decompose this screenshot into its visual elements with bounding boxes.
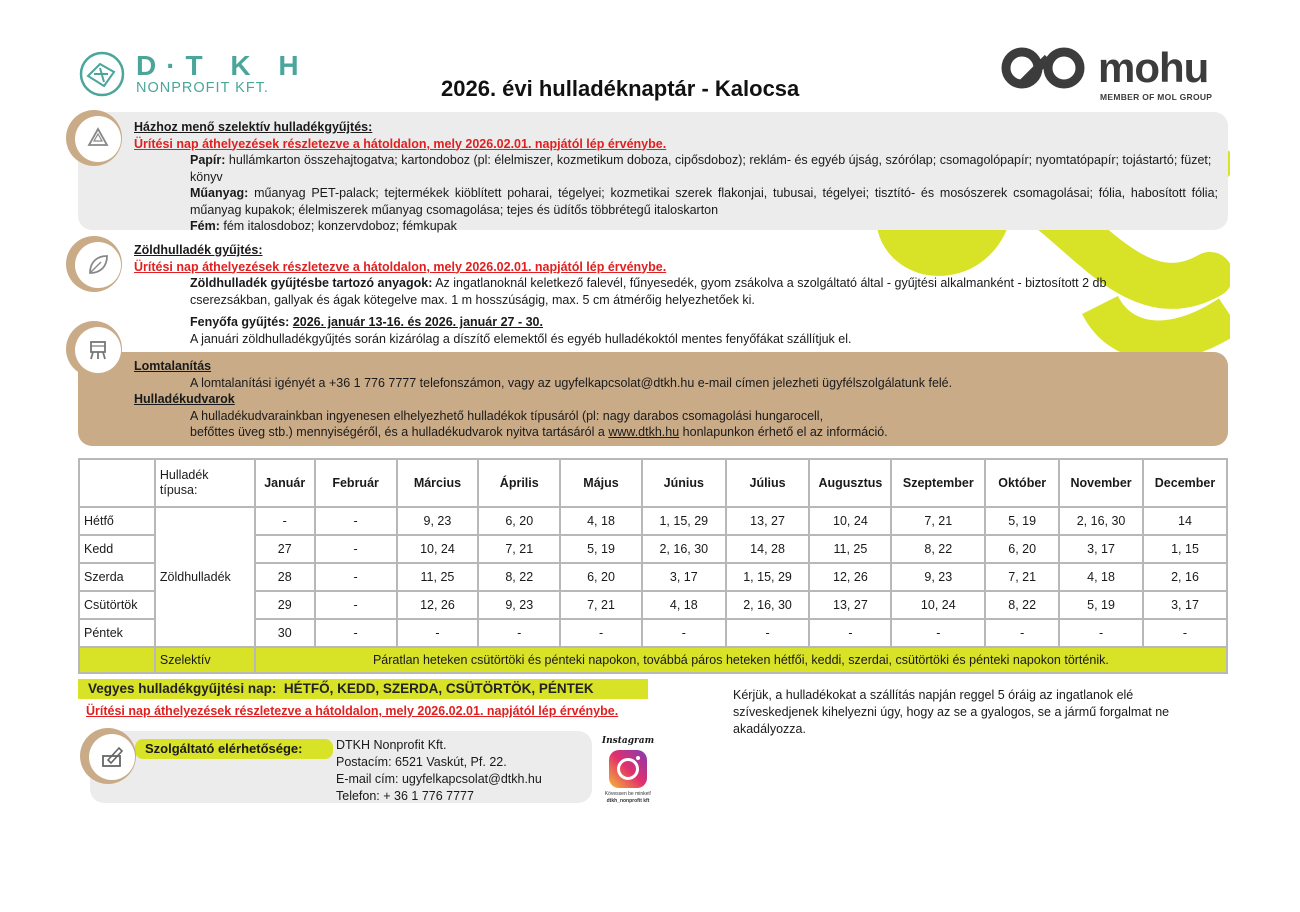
- date-cell: 9, 23: [891, 563, 985, 591]
- type-header-line-2: típusa:: [159, 483, 198, 497]
- month-header: Április: [478, 459, 560, 507]
- yards-text-3: honlapunkon érhető el az információ.: [679, 425, 888, 439]
- date-cell: 6, 20: [478, 507, 560, 535]
- date-cell: 29: [255, 591, 315, 619]
- month-header: Július: [726, 459, 810, 507]
- month-header: Augusztus: [809, 459, 891, 507]
- yards-description-1: A hulladékudvarainkban ingyenesen elhelyezhető hulladékok típusáról (pl: nagy darabos csomagolási hungarocell,: [190, 408, 824, 423]
- calendar-body: [79, 507, 1227, 647]
- recycle-badge: [66, 110, 122, 166]
- metal-text: fém italosdoboz; konzervdoboz; fémkupak: [223, 219, 457, 233]
- contact-badge: [80, 728, 136, 784]
- month-header: Szeptember: [891, 459, 985, 507]
- metal-line: [134, 218, 1218, 235]
- leaf-badge: [66, 236, 122, 292]
- date-cell: 5, 19: [1059, 591, 1143, 619]
- contact-email[interactable]: E-mail cím: ugyfelkapcsolat@dtkh.hu: [336, 772, 542, 786]
- table-row: [79, 507, 1227, 535]
- mixed-waste-banner: [78, 679, 648, 699]
- dtkh-emblem-icon: [78, 50, 126, 98]
- collection-calendar-table: [78, 458, 1228, 674]
- table-header-row: [79, 459, 1227, 507]
- selective-notice: Ürítési nap áthelyezések részletezve a hátoldalon, mely 2026.02.01. napjától lép érvénybe.: [134, 136, 667, 151]
- tree-badge: [66, 321, 122, 377]
- date-cell: 27: [255, 535, 315, 563]
- date-cell: 12, 26: [397, 591, 479, 619]
- bulky-text: [134, 358, 1218, 441]
- dtkh-logo-text: D·T K H: [136, 50, 309, 81]
- green-text: [134, 242, 1218, 308]
- date-cell: -: [726, 619, 810, 647]
- date-cell: -: [891, 619, 985, 647]
- mixed-waste-notice: Ürítési nap áthelyezések részletezve a hátoldalon, mely 2026.02.01. napjától lép érvénybe.: [86, 704, 619, 718]
- paper-line: [134, 152, 1218, 185]
- tree-dates: 2026. január 13-16. és 2026. január 27 - 30.: [292, 315, 543, 329]
- selective-row-text: Páratlan heteken csütörtöki és pénteki napokon, továbbá páros heteken hétfői, keddi, szerdai, csütörtöki és pénteki napokon történik.: [255, 647, 1227, 673]
- date-cell: 7, 21: [560, 591, 642, 619]
- mohu-mark-icon: [1000, 44, 1090, 94]
- instagram-badge[interactable]: [599, 736, 657, 808]
- day-cell: Csütörtök: [79, 591, 155, 619]
- tree-line: [190, 314, 1220, 331]
- date-cell: 7, 21: [891, 507, 985, 535]
- date-cell: -: [315, 563, 397, 591]
- date-cell: 2, 16, 30: [1059, 507, 1143, 535]
- mixed-waste-label: Vegyes hulladékgyűjtési nap:: [88, 681, 277, 696]
- paper-text: hullámkarton összehajtogatva; kartondoboz (pl: élelmiszer, kozmetikum doboza, cipősdoboz); reklám- és egyéb újság, szórólap; csomagolópapír; nyomtatópapír; tojástartó; füzet; könyv: [190, 153, 1212, 184]
- recycle-icon: [85, 126, 111, 152]
- date-cell: 11, 25: [397, 563, 479, 591]
- date-cell: 28: [255, 563, 315, 591]
- date-cell: -: [642, 619, 726, 647]
- date-cell: 2, 16: [1143, 563, 1227, 591]
- date-cell: 1, 15, 29: [726, 563, 810, 591]
- date-cell: -: [809, 619, 891, 647]
- yards-heading: Hulladékudvarok: [134, 392, 235, 406]
- date-cell: 2, 16, 30: [726, 591, 810, 619]
- green-materials-label: Zöldhulladék gyűjtésbe tartozó anyagok:: [190, 276, 433, 290]
- plastic-line: [134, 185, 1218, 218]
- date-cell: -: [1143, 619, 1227, 647]
- date-cell: 11, 25: [809, 535, 891, 563]
- date-cell: 14, 28: [726, 535, 810, 563]
- bulky-heading: Lomtalanítás: [134, 359, 212, 373]
- page-title: 2026. évi hulladéknaptár - Kalocsa: [441, 76, 800, 101]
- contact-postal: Postacím: 6521 Vaskút, Pf. 22.: [336, 755, 507, 769]
- date-cell: -: [255, 507, 315, 535]
- date-cell: 5, 19: [560, 535, 642, 563]
- green-heading: Zöldhulladék gyűjtés:: [134, 243, 263, 257]
- instagram-handle: dtkh_nonprofit kft: [606, 798, 650, 804]
- date-cell: -: [315, 535, 397, 563]
- date-cell: 7, 21: [478, 535, 560, 563]
- date-cell: 14: [1143, 507, 1227, 535]
- day-cell: Kedd: [79, 535, 155, 563]
- selective-row-label: Szelektív: [155, 647, 255, 673]
- date-cell: -: [478, 619, 560, 647]
- date-cell: 3, 17: [1059, 535, 1143, 563]
- date-cell: 5, 19: [985, 507, 1059, 535]
- write-icon: [99, 744, 125, 770]
- month-header: Október: [985, 459, 1059, 507]
- tree-label: Fenyőfa gyűjtés:: [190, 315, 290, 329]
- date-cell: 1, 15: [1143, 535, 1227, 563]
- type-header: [155, 459, 255, 507]
- date-cell: 9, 23: [478, 591, 560, 619]
- date-cell: 2, 16, 30: [642, 535, 726, 563]
- date-cell: 4, 18: [642, 591, 726, 619]
- green-materials-line: [134, 275, 1218, 308]
- dtkh-logo-subtext: NONPROFIT KFT.: [136, 80, 269, 96]
- day-cell: Szerda: [79, 563, 155, 591]
- date-cell: 10, 24: [809, 507, 891, 535]
- date-cell: -: [560, 619, 642, 647]
- date-cell: -: [315, 619, 397, 647]
- tree-icon: [85, 337, 111, 363]
- plastic-label: Műanyag:: [190, 186, 249, 200]
- yards-text-2: befőttes üveg stb.) mennyiségéről, és a hulladékudvarok nyitva tartásáról a: [190, 425, 605, 439]
- waste-type-cell: Zöldhulladék: [155, 507, 255, 647]
- tree-description: A januári zöldhulladékgyűjtés során kizárólag a díszítő elemektől és egyéb hulladékoktól mentes fenyőfákat szállítjuk el.: [190, 331, 852, 346]
- date-cell: 4, 18: [560, 507, 642, 535]
- date-cell: -: [1059, 619, 1143, 647]
- month-header: November: [1059, 459, 1143, 507]
- date-cell: 9, 23: [397, 507, 479, 535]
- date-cell: 1, 15, 29: [642, 507, 726, 535]
- month-header: Június: [642, 459, 726, 507]
- corner-cell: [79, 459, 155, 507]
- tree-text: [190, 314, 1220, 347]
- mohu-logo: [1000, 44, 1220, 104]
- contact-label: Szolgáltató elérhetősége:: [135, 739, 333, 759]
- instagram-title: Instagram: [601, 736, 655, 746]
- date-cell: 10, 24: [397, 535, 479, 563]
- date-cell: -: [397, 619, 479, 647]
- date-cell: 30: [255, 619, 315, 647]
- yards-description-2: [134, 424, 1218, 441]
- selective-text: [134, 119, 1218, 235]
- mohu-logo-subtext: MEMBER OF MOL GROUP: [1100, 92, 1213, 102]
- mixed-waste-days: HÉTFŐ, KEDD, SZERDA, CSÜTÖRTÖK, PÉNTEK: [283, 681, 594, 696]
- contact-phone[interactable]: Telefon: + 36 1 776 7777: [336, 789, 474, 803]
- date-cell: -: [315, 507, 397, 535]
- leaf-icon: [85, 252, 111, 278]
- date-cell: 8, 22: [478, 563, 560, 591]
- day-cell: Hétfő: [79, 507, 155, 535]
- date-cell: 3, 17: [1143, 591, 1227, 619]
- selective-row-blank: [79, 647, 155, 673]
- mohu-logo-text: mohu: [1098, 44, 1209, 91]
- dtkh-logo: [78, 50, 309, 98]
- type-header-line-1: Hulladék: [159, 468, 209, 482]
- contact-info: [336, 737, 542, 805]
- date-cell: 4, 18: [1059, 563, 1143, 591]
- date-cell: 6, 20: [560, 563, 642, 591]
- instagram-icon[interactable]: [609, 750, 647, 788]
- date-cell: 6, 20: [985, 535, 1059, 563]
- month-header: Május: [560, 459, 642, 507]
- contact-name: DTKH Nonprofit Kft.: [336, 738, 447, 752]
- date-cell: 3, 17: [642, 563, 726, 591]
- date-cell: -: [315, 591, 397, 619]
- date-cell: -: [985, 619, 1059, 647]
- date-cell: 12, 26: [809, 563, 891, 591]
- date-cell: 13, 27: [726, 507, 810, 535]
- day-cell: Péntek: [79, 619, 155, 647]
- month-header: Március: [397, 459, 479, 507]
- date-cell: 8, 22: [985, 591, 1059, 619]
- month-header: December: [1143, 459, 1227, 507]
- month-header: Február: [315, 459, 397, 507]
- instagram-follow: Kövessen be minket!: [604, 791, 652, 797]
- selective-row: [79, 647, 1227, 673]
- dtkh-website-link[interactable]: www.dtkh.hu: [608, 425, 680, 439]
- bulky-description: A lomtalanítási igényét a +36 1 776 7777 telefonszámon, vagy az ugyfelkapcsolat@dtkh.hu e-mail címen jelezheti ügyfélszolgálatunk felé.: [190, 375, 953, 390]
- date-cell: 13, 27: [809, 591, 891, 619]
- selective-heading: Házhoz menő szelektív hulladékgyűjtés:: [134, 120, 373, 134]
- date-cell: 8, 22: [891, 535, 985, 563]
- month-header: Január: [255, 459, 315, 507]
- green-materials-text: Az ingatlanoknál keletkező falevél, fűnyesedék, gyom zsákolva a szolgáltató által - gyűjtési alkalmanként - biztosított 2 db cserezsákban, gallyak és ágak kötegelve max. 1 m hosszúságig, max. 5 cm átmérőig helyezhetőek ki.: [190, 276, 1107, 307]
- metal-label: Fém:: [190, 219, 220, 233]
- date-cell: 7, 21: [985, 563, 1059, 591]
- date-cell: 10, 24: [891, 591, 985, 619]
- paper-label: Papír:: [190, 153, 226, 167]
- plastic-text: műanyag PET-palack; tejtermékek kiöblített poharai, tégelyei; kozmetikai szerek flakonjai, tubusai, tégelyei; tisztító- és mosószerek csomagolásai; fólia, habosított fólia; műanyag kupakok; élelmiszerek műanyag csomagolása; tejes és üdítős többrétegű italoskarton: [190, 186, 1218, 217]
- green-notice: Ürítési nap áthelyezések részletezve a hátoldalon, mely 2026.02.01. napjától lép érvénybe.: [134, 259, 667, 274]
- placement-request: Kérjük, a hulladékokat a szállítás napján reggel 5 óráig az ingatlanok elé szíveskedjenek kihelyezni úgy, hogy az se a gyalogos, se a jármű forgalmat ne akadályozza.: [733, 688, 1170, 736]
